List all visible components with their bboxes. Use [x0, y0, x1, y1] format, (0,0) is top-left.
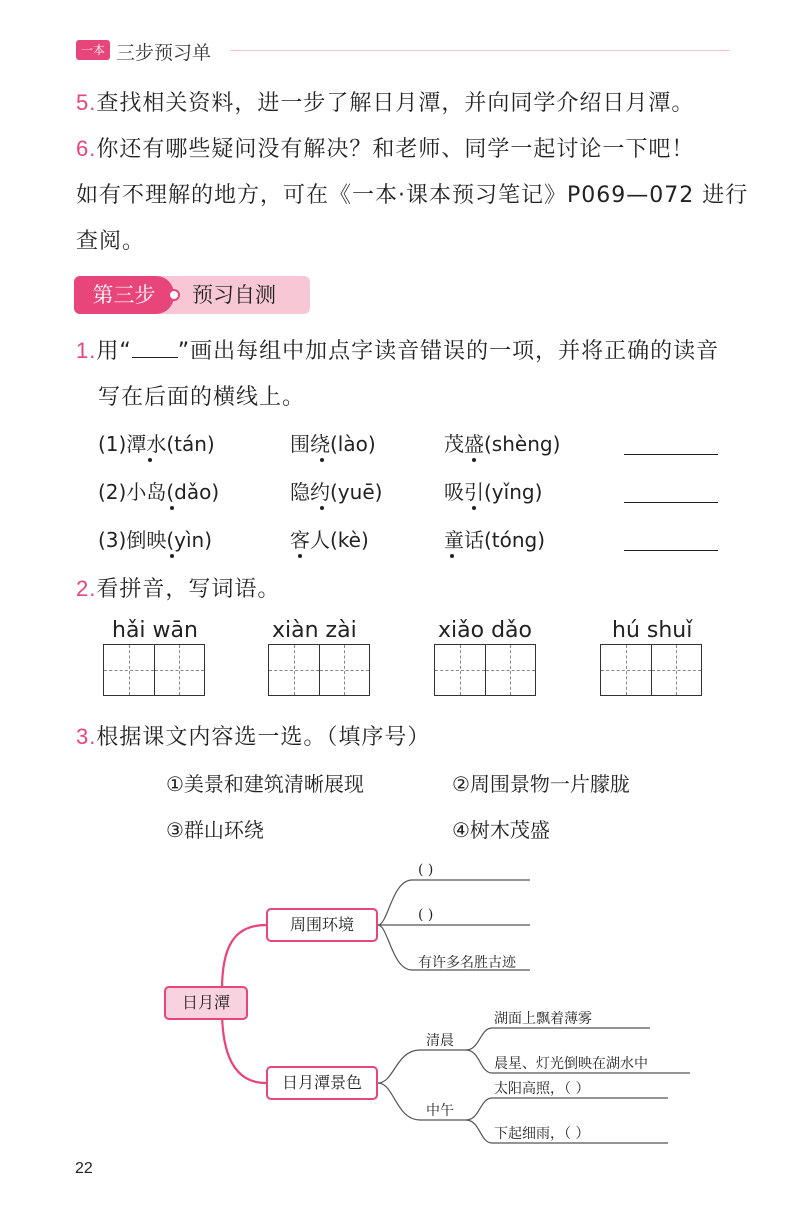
noon-item-1[interactable]: 太阳高照，（ ）	[494, 1081, 590, 1097]
question-1-text-a: 用“	[96, 339, 132, 364]
pinyin-2: xiàn zài	[272, 618, 357, 643]
q1-row-3-item-2: 客人(kè)	[290, 528, 369, 552]
question-2-text: 看拼音，写词语。	[96, 577, 281, 602]
pinyin-4: hú shuǐ	[612, 618, 693, 643]
noon-label: 中午	[426, 1103, 454, 1119]
item-6-number: 6.	[76, 136, 97, 161]
option-4: ④树木茂盛	[452, 818, 550, 842]
pinyin-3: xiǎo dǎo	[438, 618, 532, 643]
q1-row-2-item-2: 隐约(yuē)	[290, 480, 383, 504]
q1-row-2-item-3: 吸引(yǐng)	[444, 480, 543, 504]
mindmap-branch-surroundings: 周围环境	[266, 908, 378, 942]
reference-note-line-1: 如有不理解的地方，可在《一本·课本预习笔记》P069—072 进行	[76, 183, 749, 208]
question-1-number: 1.	[76, 338, 97, 363]
noon-item-2[interactable]: 下起细雨，（ ）	[494, 1126, 590, 1142]
morning-item-2: 晨星、灯光倒映在湖水中	[494, 1056, 648, 1072]
item-6-text: 你还有哪些疑问没有解决？和老师、同学一起讨论一下吧！	[96, 137, 695, 162]
pinyin-1: hǎi wān	[112, 618, 198, 643]
morning-label: 清晨	[426, 1033, 454, 1049]
option-3: ③群山环绕	[166, 818, 264, 842]
item-5-number: 5.	[76, 90, 97, 115]
q1-row-1-item-1: (1)潭水(tán)	[98, 432, 215, 456]
morning-item-1: 湖面上飘着薄雾	[494, 1011, 592, 1027]
q1-row-2-item-1: (2)小岛(dǎo)	[98, 480, 220, 504]
q1-row-3-item-3: 童话(tóng)	[444, 528, 546, 552]
step-label: 第三步	[74, 276, 174, 314]
mindmap-branch-scenery: 日月潭景色	[266, 1066, 378, 1100]
question-1-line-2: 写在后面的横线上。	[98, 385, 306, 410]
publisher-logo: 一本	[76, 40, 110, 60]
option-2: ②周围景物一片朦胧	[452, 772, 630, 796]
surroundings-blank-1[interactable]: ( )	[418, 862, 434, 878]
q1-row-1-item-3: 茂盛(shèng)	[444, 432, 561, 456]
question-2-number: 2.	[76, 576, 97, 601]
item-5-text: 查找相关资料，进一步了解日月潭，并向同学介绍日月潭。	[96, 91, 695, 116]
page-number: 22	[75, 1160, 93, 1177]
option-1: ①美景和建筑清晰展现	[166, 772, 364, 796]
q1-row-1-item-2: 围绕(lào)	[290, 432, 376, 456]
header-title: 三步预习单	[116, 42, 212, 64]
question-3-text: 根据课文内容选一选。（填序号）	[96, 725, 431, 750]
question-3-number: 3.	[76, 724, 97, 749]
q1-row-3-item-1: (3)倒映(yìn)	[98, 528, 213, 552]
surroundings-item-3: 有许多名胜古迹	[418, 955, 516, 971]
step-title: 预习自测	[192, 283, 276, 307]
mindmap-root: 日月潭	[164, 986, 248, 1020]
surroundings-blank-2[interactable]: ( )	[418, 907, 434, 923]
question-1-text-b: ”画出每组中加点字读音错误的一项，并将正确的读音	[177, 339, 720, 364]
reference-note-line-2: 查阅。	[76, 229, 146, 254]
